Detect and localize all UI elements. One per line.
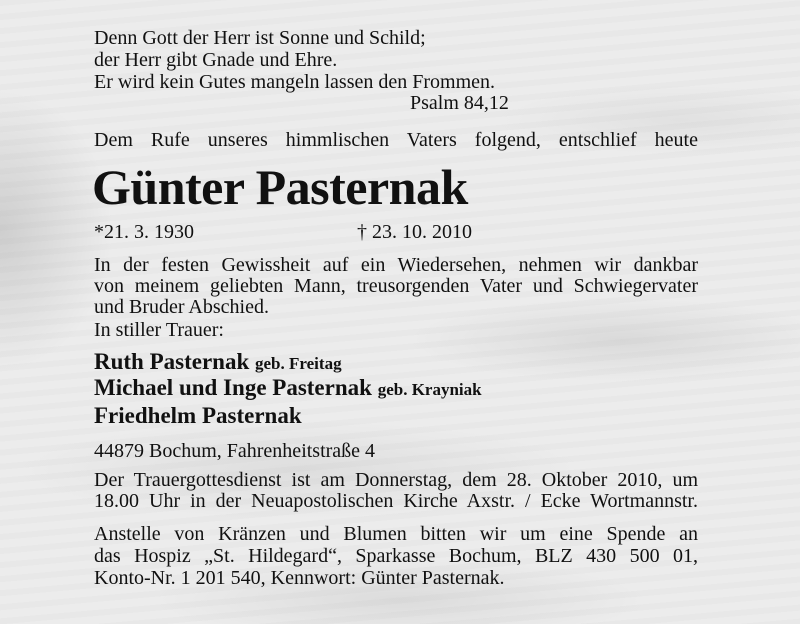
family-name: Ruth Pasternak xyxy=(94,349,250,374)
donation-line: das Hospiz „St. Hildegard“, Sparkasse Bochum, BLZ 430 500 01, xyxy=(94,545,698,567)
death-date: † 23. 10. 2010 xyxy=(357,221,472,243)
verse-line: Er wird kein Gutes mangeln lassen den Frommen. xyxy=(94,71,496,93)
message-line: von meinem geliebten Mann, treusorgenden Vater und Schwiegervater xyxy=(94,275,698,297)
maiden-name: geb. Krayniak xyxy=(377,380,482,399)
service-line: 18.00 Uhr in der Neuapostolischen Kirche Axstr. / Ecke Wortmannstr. xyxy=(94,490,698,512)
family-name: Friedhelm Pasternak xyxy=(94,403,302,428)
family-member xyxy=(94,375,482,403)
service-line: Der Trauergottesdienst ist am Donnerstag, dem 28. Oktober 2010, um xyxy=(94,469,698,491)
maiden-name: geb. Freitag xyxy=(255,354,342,373)
verse-line: Denn Gott der Herr ist Sonne und Schild; xyxy=(94,27,426,49)
family-member xyxy=(94,403,302,429)
donation-line: Anstelle von Kränzen und Blumen bitten wir um eine Spende an xyxy=(94,523,698,545)
birth-date: *21. 3. 1930 xyxy=(94,221,194,243)
mourning-label: In stiller Trauer: xyxy=(94,319,224,341)
verse-source: Psalm 84,12 xyxy=(410,92,509,114)
deceased-name: Günter Pasternak xyxy=(92,159,468,215)
verse-line: der Herr gibt Gnade und Ehre. xyxy=(94,49,338,71)
intro-text: Dem Rufe unseres himmlischen Vaters folgend, entschlief heute xyxy=(94,129,698,151)
family-member xyxy=(94,349,342,377)
donation-line: Konto-Nr. 1 201 540, Kennwort: Günter Pasternak. xyxy=(94,567,505,589)
family-name: Michael und Inge Pasternak xyxy=(94,375,372,400)
address: 44879 Bochum, Fahrenheitstraße 4 xyxy=(94,440,376,462)
message-line: und Bruder Abschied. xyxy=(94,296,269,318)
message-line: In der festen Gewissheit auf ein Wiedersehen, nehmen wir dankbar xyxy=(94,254,698,276)
